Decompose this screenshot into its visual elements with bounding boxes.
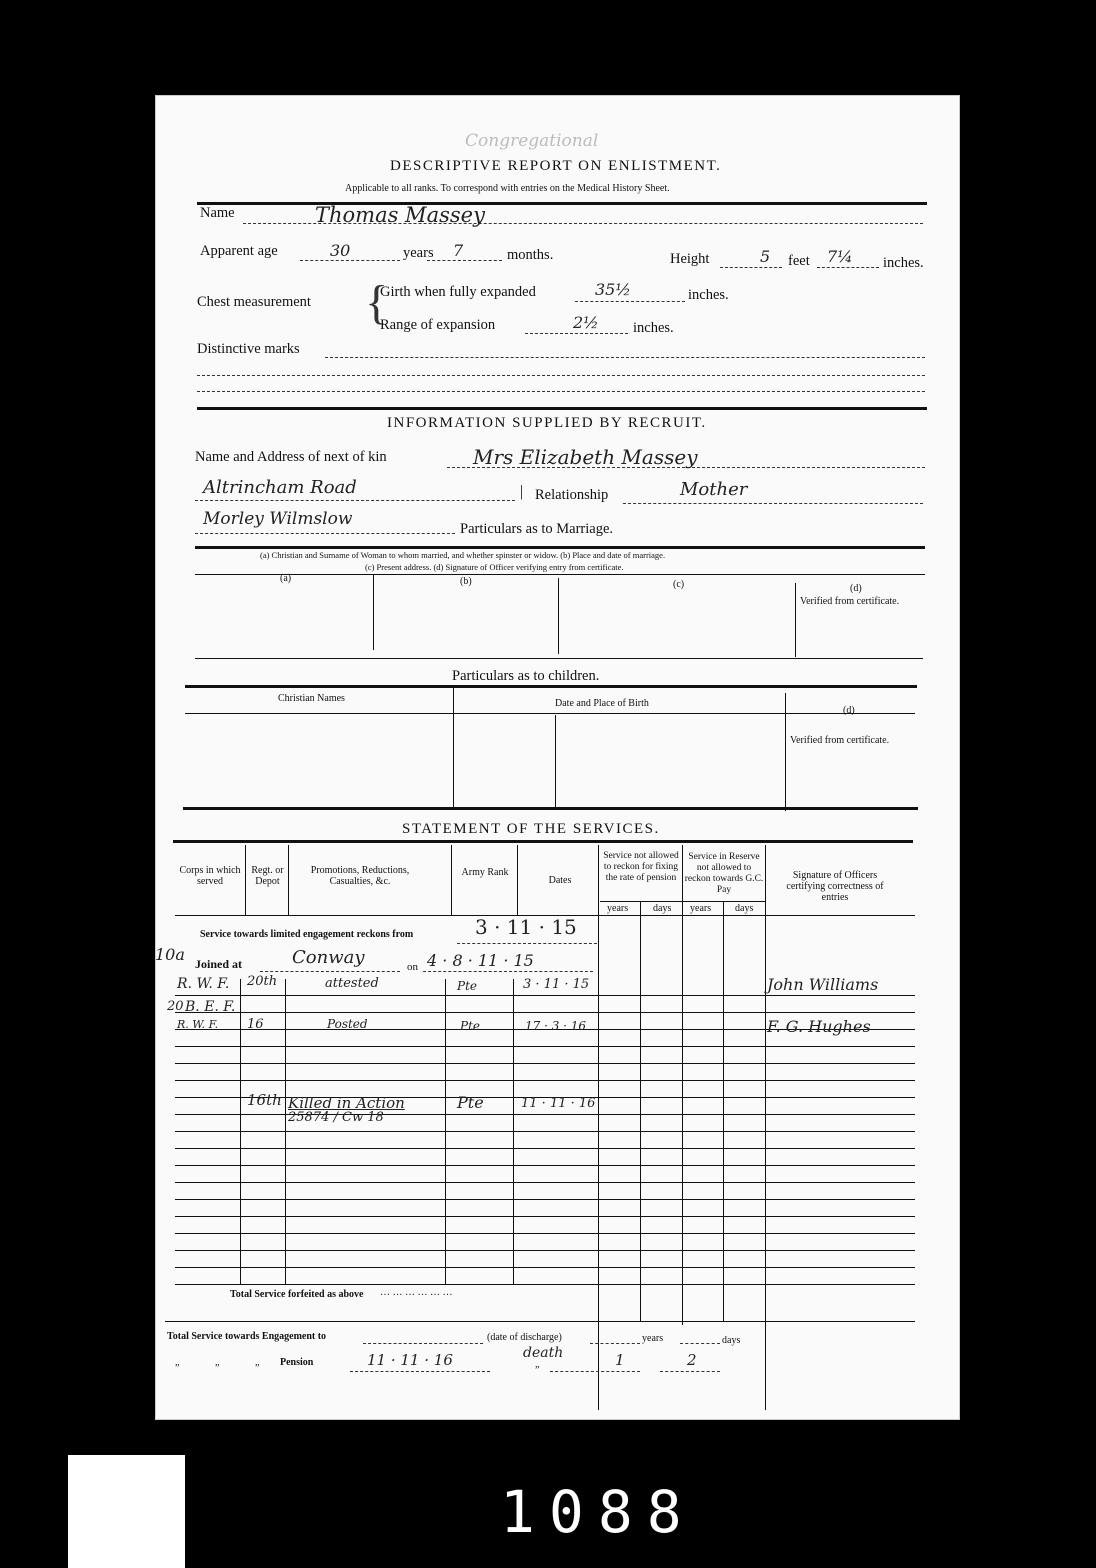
inches-label: inches. bbox=[883, 255, 924, 271]
days-2: days bbox=[735, 903, 754, 914]
col-rank: Army Rank bbox=[461, 867, 509, 878]
years-label: years bbox=[403, 245, 434, 261]
total-divider bbox=[165, 1321, 915, 1322]
col-divider bbox=[682, 845, 683, 1325]
total-label: Total Service towards Engagement to bbox=[167, 1331, 327, 1342]
row-line bbox=[175, 1131, 915, 1132]
days-1: days bbox=[653, 903, 672, 914]
girth-line bbox=[575, 301, 685, 302]
years-2: years bbox=[690, 903, 712, 914]
body-col-divider bbox=[240, 979, 241, 1284]
row2-corps: B. E. F. bbox=[185, 999, 236, 1015]
row4-date: 11 · 11 · 16 bbox=[521, 1096, 596, 1111]
children-col-divider bbox=[785, 693, 786, 811]
row3-date: 17 · 3 · 16 bbox=[525, 1019, 587, 1033]
row-line bbox=[175, 1267, 915, 1268]
joined-label: Joined at bbox=[195, 957, 243, 971]
girth-value: 35½ bbox=[595, 280, 631, 299]
row-line bbox=[175, 1233, 915, 1234]
girth-unit: inches. bbox=[688, 287, 729, 303]
children-header-line bbox=[185, 713, 915, 714]
children-verified: Verified from certificate. bbox=[790, 735, 890, 746]
row-line bbox=[175, 1165, 915, 1166]
marriage-table-top bbox=[195, 574, 925, 575]
age-years: 30 bbox=[330, 241, 351, 260]
joined-date-line bbox=[423, 971, 593, 972]
pension-days: 2 bbox=[687, 1351, 697, 1369]
address-line-2 bbox=[195, 533, 455, 534]
range-value: 2½ bbox=[573, 313, 599, 332]
row4-promo: Killed in Action bbox=[288, 1094, 405, 1112]
col-divider bbox=[245, 845, 246, 915]
divider bbox=[195, 546, 925, 549]
row3-regt: 16 bbox=[247, 1017, 264, 1032]
joined-place: Conway bbox=[292, 947, 365, 968]
name-label: Name bbox=[200, 205, 235, 221]
total-days-line bbox=[680, 1343, 720, 1344]
relationship-line bbox=[623, 503, 923, 504]
kin-name: Mrs Elizabeth Massey bbox=[473, 445, 698, 469]
ditto-4: „ bbox=[535, 1359, 540, 1370]
marks-line-2 bbox=[197, 375, 925, 376]
separator-bar: | bbox=[520, 483, 524, 500]
margin-note: 10a bbox=[155, 945, 185, 964]
children-table-bottom bbox=[183, 807, 918, 810]
col-d: (d) bbox=[850, 583, 862, 594]
row4-regt: 16th bbox=[247, 1091, 282, 1109]
row3-corps: R. W. F. bbox=[177, 1018, 219, 1031]
forfeited-label: Total Service forfeited as above bbox=[230, 1289, 364, 1300]
row-line bbox=[175, 1216, 915, 1217]
marriage-table-bottom bbox=[195, 658, 923, 659]
white-label-box bbox=[68, 1455, 185, 1568]
body-col-divider bbox=[513, 979, 514, 1284]
row2-prefix: 20 bbox=[167, 999, 184, 1014]
body-col-divider bbox=[285, 979, 286, 1284]
months-line bbox=[427, 260, 502, 261]
col-signature: Signature of Officers certifying correctness of entries bbox=[786, 870, 884, 903]
ditto-1: „ bbox=[175, 1357, 180, 1368]
feet-label: feet bbox=[788, 253, 810, 269]
height-feet-line bbox=[720, 267, 782, 268]
col-corps: Corps in which served bbox=[179, 865, 241, 887]
marriage-note-1: (a) Christian and Surname of Woman to whom married, and whether spinster or widow. (b) Place and date of marriage. bbox=[260, 550, 666, 560]
range-unit: inches. bbox=[633, 320, 674, 336]
row3-signature: F. G. Hughes bbox=[767, 1017, 871, 1036]
row-line bbox=[175, 1114, 915, 1115]
col-dates: Dates bbox=[548, 875, 572, 886]
row1-promo: attested bbox=[325, 976, 379, 991]
row1-rank: Pte bbox=[457, 979, 477, 993]
ditto-3: „ bbox=[255, 1357, 260, 1368]
pension-years-line bbox=[550, 1371, 640, 1372]
joined-on: on bbox=[407, 961, 418, 973]
row1-signature: John Williams bbox=[767, 975, 879, 994]
chest-label: Chest measurement bbox=[197, 294, 311, 310]
row4-extra: 25874 / Cw 18 bbox=[288, 1110, 384, 1125]
marriage-col-divider bbox=[373, 575, 374, 650]
pension-years: 1 bbox=[615, 1351, 625, 1369]
girth-label: Girth when fully expanded bbox=[380, 284, 536, 300]
row-line bbox=[175, 1063, 915, 1064]
age-label: Apparent age bbox=[200, 243, 278, 259]
col-promotions: Promotions, Reductions, Casualties, &c. bbox=[310, 865, 410, 887]
row-line bbox=[175, 1046, 915, 1047]
range-label: Range of expansion bbox=[380, 317, 496, 333]
enlistment-form-page bbox=[155, 95, 960, 1420]
children-col-divider bbox=[555, 715, 556, 807]
height-feet: 5 bbox=[760, 247, 771, 266]
col-divider bbox=[517, 845, 518, 915]
row-line bbox=[175, 1199, 915, 1200]
form-subtitle: Applicable to all ranks. To correspond with entries on the Medical History Sheet. bbox=[345, 183, 670, 194]
ditto-2: „ bbox=[215, 1357, 220, 1368]
col-divider bbox=[640, 901, 641, 1321]
name-value: Thomas Massey bbox=[315, 203, 485, 227]
row-line bbox=[175, 1250, 915, 1251]
children-table-top bbox=[185, 685, 917, 688]
age-line bbox=[300, 260, 400, 261]
row4-rank: Pte bbox=[457, 1093, 484, 1112]
col-divider bbox=[723, 901, 724, 1321]
marriage-label: Particulars as to Marriage. bbox=[460, 521, 614, 537]
row1-corps: R. W. F. bbox=[177, 976, 230, 992]
forfeited-dots: … … … … … … bbox=[380, 1287, 453, 1298]
kin-label: Name and Address of next of kin bbox=[195, 449, 387, 465]
marriage-verified: Verified from certificate. bbox=[800, 596, 900, 607]
joined-line bbox=[260, 971, 400, 972]
row-line bbox=[175, 1182, 915, 1183]
row1-regt: 20th bbox=[247, 974, 278, 989]
marriage-note-2: (c) Present address. (d) Signature of Officer verifying entry from certificate. bbox=[365, 562, 624, 572]
row1-date: 3 · 11 · 15 bbox=[523, 977, 590, 992]
joined-date: 4 · 8 · 11 · 15 bbox=[427, 951, 534, 970]
col-a: (a) bbox=[280, 573, 292, 584]
divider bbox=[197, 407, 927, 410]
total-years-line bbox=[590, 1343, 640, 1344]
services-heading: STATEMENT OF THE SERVICES. bbox=[402, 821, 660, 837]
total-days: days bbox=[722, 1335, 741, 1346]
recruit-heading: INFORMATION SUPPLIED BY RECRUIT. bbox=[387, 415, 707, 431]
chest-brace: { bbox=[365, 276, 389, 329]
marks-line-1 bbox=[325, 357, 925, 358]
total-line bbox=[363, 1343, 483, 1344]
col-service-reserve: Service in Reserve not allowed to reckon towards G.C. Pay bbox=[684, 852, 764, 895]
limited-value: 3 · 11 · 15 bbox=[475, 915, 577, 939]
col-c: (c) bbox=[673, 579, 685, 590]
pension-note: death bbox=[523, 1345, 564, 1361]
form-title: DESCRIPTIVE REPORT ON ENLISTMENT. bbox=[390, 158, 722, 174]
row-line bbox=[175, 1012, 915, 1013]
height-inches-line bbox=[817, 267, 879, 268]
children-col-d: (d) bbox=[843, 705, 855, 716]
col-christian-names: Christian Names bbox=[278, 693, 345, 704]
age-months: 7 bbox=[453, 241, 464, 260]
address-line2-value: Morley Wilmslow bbox=[203, 509, 353, 529]
pension-label: Pension bbox=[280, 1357, 314, 1368]
divider bbox=[197, 202, 927, 205]
col-divider bbox=[598, 845, 599, 1410]
pension-days-line bbox=[660, 1371, 720, 1372]
limited-line bbox=[457, 943, 597, 944]
col-divider bbox=[288, 845, 289, 915]
address-line-1 bbox=[195, 500, 515, 501]
date-of-discharge: (date of discharge) bbox=[487, 1332, 562, 1343]
years-1: years bbox=[607, 903, 629, 914]
row-line bbox=[175, 995, 915, 996]
col-service-not-allowed: Service not allowed to reckon for fixing the rate of pension bbox=[603, 851, 679, 883]
pension-date: 11 · 11 · 16 bbox=[367, 1351, 453, 1369]
relationship-label: Relationship bbox=[535, 487, 609, 503]
months-label: months. bbox=[507, 247, 554, 263]
children-col-divider bbox=[453, 687, 454, 807]
col-divider bbox=[765, 845, 766, 1410]
marriage-col-divider bbox=[558, 578, 559, 654]
row3-promo: Posted bbox=[327, 1017, 368, 1031]
services-table-top bbox=[173, 840, 913, 843]
children-heading: Particulars as to children. bbox=[452, 668, 600, 684]
relationship-value: Mother bbox=[680, 479, 748, 500]
address-line1-value: Altrincham Road bbox=[203, 477, 357, 498]
height-inches: 7¼ bbox=[827, 247, 853, 266]
col-date-place: Date and Place of Birth bbox=[555, 698, 649, 709]
distinctive-marks-label: Distinctive marks bbox=[197, 341, 300, 357]
body-col-divider bbox=[445, 979, 446, 1284]
height-label: Height bbox=[670, 251, 710, 267]
col-b: (b) bbox=[460, 576, 472, 587]
marriage-col-divider bbox=[795, 583, 796, 657]
range-line bbox=[525, 333, 628, 334]
limited-label: Service towards limited engagement reckons from bbox=[200, 929, 414, 940]
row-line bbox=[175, 1080, 915, 1081]
faint-stamp: Congregational bbox=[465, 131, 599, 151]
row3-rank: Pte bbox=[460, 1019, 480, 1033]
marks-line-3 bbox=[197, 391, 925, 392]
total-years: years bbox=[642, 1333, 664, 1344]
row-line bbox=[175, 1148, 915, 1149]
row-line bbox=[175, 1284, 915, 1285]
col-regt: Regt. or Depot bbox=[251, 865, 284, 887]
col-divider bbox=[451, 845, 452, 915]
pension-line bbox=[350, 1371, 490, 1372]
frame-number: 1088 bbox=[500, 1478, 696, 1546]
